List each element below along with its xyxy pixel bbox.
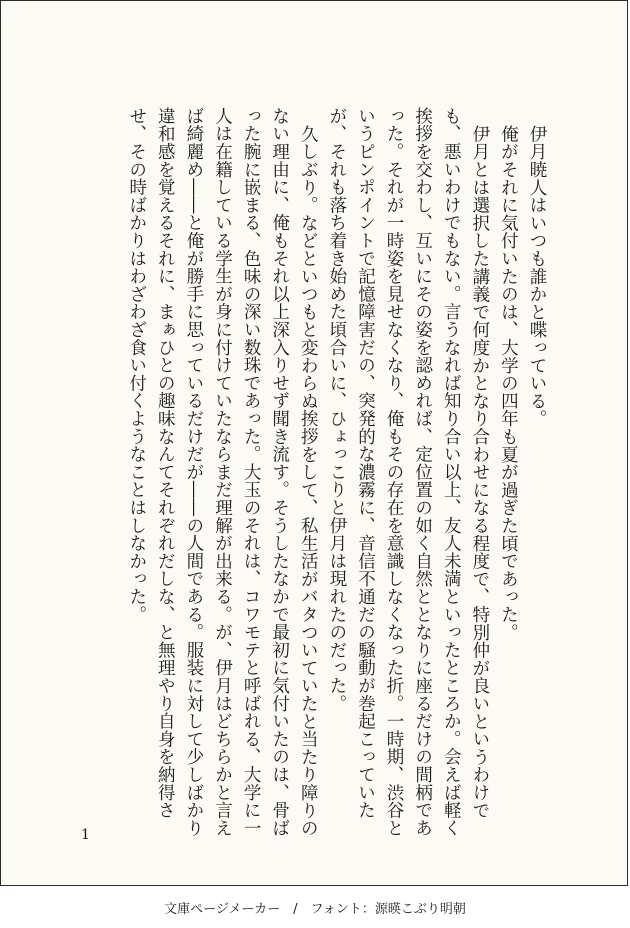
paragraph: 俺がそれに気付いたのは、大学の四年も夏が過ぎた頃であった。	[498, 124, 519, 641]
footer-credit: 文庫ページメーカー / フォント：源暎こぶり明朝	[164, 901, 466, 917]
vertical-text-body	[122, 107, 551, 847]
paragraph: 伊月とは選択した講義で何度かとなり合わせになる程度で、特別仲が良いというわけでも、悪いわけでもない。言うなれば知り合い以上、友人未満といったところか。会えば軽く挨拶を交わし、互いにその姿を認めれば、定位置の如く自然ととなりに座るだけの間柄であった。それが一時姿を見せなくなり、俺もその存在を意識しなくなった折。一時期、渋谷というピンポイントで記憶障害だの、突発的な濃霧に、音信不通だの騒動が巻起こっていたが、それも落ち着き始めた頃合いに、ひょっこりと伊月は現れたのだった。	[326, 107, 490, 837]
paragraph: 伊月暁人はいつも誰かと喋っている。	[527, 124, 547, 428]
page-number: 1	[81, 827, 90, 843]
paragraph: 久しぶり。などといつもと変わらぬ挨拶をして、私生活がバタついていたと当たり障りのない理由に、俺もそれ以上深入りせず聞き流す。そうしたなかで最初に気付いたのは、骨ばった腕に嵌まる、色味の深い数珠であった。大玉のそれは、コワモテと呼ばれる、大学に一人は在籍している学生が身に付けていたならまだ理解が出来る。が、伊月はどちらかと言えば綺麗め――と俺が勝手に思っているだけだが――の人間である。服装に対して少しばかり違和感を覚えるそれに、まぁひとの趣味なんてそれぞれだしな、と無理やり自身を納得させ、その時ばかりはわざわざ食い付くようなことはしなかった。	[126, 107, 319, 837]
